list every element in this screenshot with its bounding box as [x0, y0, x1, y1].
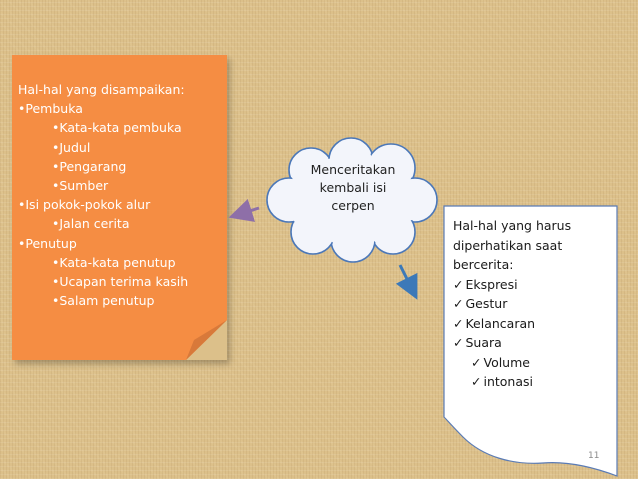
- page-number: 11: [588, 451, 600, 461]
- doc-subitem: [453, 353, 613, 373]
- doc-item-label: Ekspresi: [465, 276, 518, 292]
- doc-heading-line: Hal-hal yang harus: [453, 218, 572, 233]
- doc-heading-line: bercerita:: [453, 257, 514, 272]
- check-icon: ✓: [453, 276, 464, 292]
- note-item: •Pembuka: [18, 101, 83, 117]
- doc-heading-line: diperhatikan saat: [453, 237, 563, 253]
- note-subitem: •Salam penutup: [52, 293, 155, 309]
- doc-item: [453, 333, 613, 353]
- cloud-line: cerpen: [331, 198, 375, 213]
- doc-item: [453, 314, 613, 334]
- check-icon: ✓: [453, 296, 464, 311]
- check-icon: ✓: [453, 315, 464, 331]
- check-icon: ✓: [471, 374, 482, 389]
- check-icon: ✓: [471, 354, 482, 370]
- note-item: •Isi pokok-pokok alur: [18, 197, 151, 213]
- doc-item-label: Kelancaran: [465, 315, 536, 331]
- cloud-text: [293, 161, 413, 215]
- doc-subitem-label: intonasi: [483, 374, 533, 389]
- note-subitem: •Sumber: [52, 178, 109, 194]
- note-subitem: •Kata-kata penutup: [52, 254, 176, 270]
- doc-text: [453, 216, 613, 392]
- check-icon: ✓: [453, 335, 464, 350]
- doc-item-label: Suara: [465, 335, 502, 350]
- note-subitem: •Ucapan terima kasih: [52, 274, 189, 290]
- doc-item: [453, 294, 613, 314]
- doc-subitem: [453, 372, 613, 392]
- arrow-down-right-icon: [400, 265, 412, 289]
- doc-item: [453, 275, 613, 295]
- note-subitem: •Judul: [52, 139, 91, 155]
- note-subitem: •Pengarang: [52, 158, 127, 174]
- note-subitem: •Jalan cerita: [52, 216, 130, 232]
- note-text: [18, 80, 223, 310]
- doc-subitem-label: Volume: [483, 354, 530, 370]
- doc-item-label: Gestur: [465, 296, 508, 311]
- arrow-left-icon: [240, 208, 259, 214]
- cloud-line: Menceritakan: [310, 162, 396, 177]
- note-subitem: •Kata-kata pembuka: [52, 120, 182, 136]
- note-item: •Penutup: [18, 235, 77, 251]
- note-heading: Hal-hal yang disampaikan:: [18, 82, 185, 97]
- cloud-line: kembali isi: [319, 180, 387, 195]
